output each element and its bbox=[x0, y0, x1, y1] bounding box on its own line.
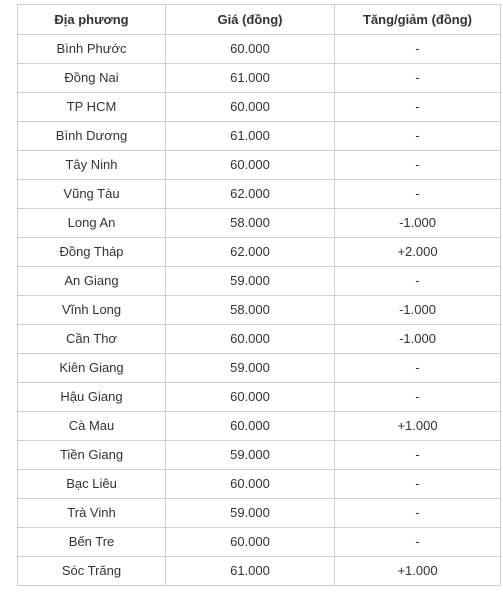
cell-region: Sóc Trăng bbox=[18, 557, 166, 586]
cell-change: - bbox=[335, 441, 501, 470]
cell-price: 60.000 bbox=[166, 412, 335, 441]
cell-change: - bbox=[335, 528, 501, 557]
table-row bbox=[18, 267, 501, 296]
cell-region: Cà Mau bbox=[18, 412, 166, 441]
cell-price: 59.000 bbox=[166, 267, 335, 296]
cell-price: 59.000 bbox=[166, 441, 335, 470]
table-row bbox=[18, 238, 501, 267]
table-row bbox=[18, 412, 501, 441]
table-row bbox=[18, 325, 501, 354]
table-row bbox=[18, 122, 501, 151]
cell-region: Vũng Tàu bbox=[18, 180, 166, 209]
table-row bbox=[18, 209, 501, 238]
table-row bbox=[18, 354, 501, 383]
cell-price: 60.000 bbox=[166, 528, 335, 557]
table-row bbox=[18, 383, 501, 412]
cell-region: Bình Phước bbox=[18, 35, 166, 64]
cell-change: - bbox=[335, 35, 501, 64]
cell-region: Tây Ninh bbox=[18, 151, 166, 180]
cell-price: 60.000 bbox=[166, 325, 335, 354]
cell-region: Bình Dương bbox=[18, 122, 166, 151]
cell-price: 60.000 bbox=[166, 151, 335, 180]
cell-change: -1.000 bbox=[335, 296, 501, 325]
cell-region: Kiên Giang bbox=[18, 354, 166, 383]
cell-price: 62.000 bbox=[166, 180, 335, 209]
cell-region: Cần Thơ bbox=[18, 325, 166, 354]
cell-price: 59.000 bbox=[166, 354, 335, 383]
table-row bbox=[18, 296, 501, 325]
cell-change: +1.000 bbox=[335, 412, 501, 441]
cell-region: Đồng Nai bbox=[18, 64, 166, 93]
table-row bbox=[18, 499, 501, 528]
table-row bbox=[18, 441, 501, 470]
cell-region: Đồng Tháp bbox=[18, 238, 166, 267]
cell-change: - bbox=[335, 122, 501, 151]
cell-region: TP HCM bbox=[18, 93, 166, 122]
cell-change: - bbox=[335, 64, 501, 93]
cell-change: -1.000 bbox=[335, 209, 501, 238]
cell-price: 61.000 bbox=[166, 122, 335, 151]
cell-price: 60.000 bbox=[166, 470, 335, 499]
cell-price: 61.000 bbox=[166, 64, 335, 93]
cell-change: - bbox=[335, 151, 501, 180]
cell-region: Tiền Giang bbox=[18, 441, 166, 470]
cell-region: An Giang bbox=[18, 267, 166, 296]
cell-price: 60.000 bbox=[166, 35, 335, 64]
table-row bbox=[18, 470, 501, 499]
cell-change: -1.000 bbox=[335, 325, 501, 354]
table-header-row bbox=[18, 5, 501, 35]
cell-change: - bbox=[335, 180, 501, 209]
cell-price: 58.000 bbox=[166, 209, 335, 238]
cell-change: - bbox=[335, 93, 501, 122]
header-change: Tăng/giảm (đồng) bbox=[335, 5, 501, 35]
cell-change: +1.000 bbox=[335, 557, 501, 586]
cell-region: Trà Vinh bbox=[18, 499, 166, 528]
table-row bbox=[18, 35, 501, 64]
cell-region: Bạc Liêu bbox=[18, 470, 166, 499]
cell-region: Vĩnh Long bbox=[18, 296, 166, 325]
cell-price: 61.000 bbox=[166, 557, 335, 586]
cell-region: Long An bbox=[18, 209, 166, 238]
table-row bbox=[18, 64, 501, 93]
cell-price: 59.000 bbox=[166, 499, 335, 528]
cell-region: Bến Tre bbox=[18, 528, 166, 557]
header-price: Giá (đồng) bbox=[166, 5, 335, 35]
price-table-container bbox=[17, 4, 501, 586]
table-row bbox=[18, 93, 501, 122]
cell-change: - bbox=[335, 499, 501, 528]
cell-change: - bbox=[335, 354, 501, 383]
cell-change: - bbox=[335, 267, 501, 296]
cell-change: +2.000 bbox=[335, 238, 501, 267]
price-table bbox=[17, 4, 501, 586]
table-row bbox=[18, 151, 501, 180]
cell-price: 60.000 bbox=[166, 383, 335, 412]
table-row bbox=[18, 180, 501, 209]
table-row bbox=[18, 528, 501, 557]
table-row bbox=[18, 557, 501, 586]
cell-price: 58.000 bbox=[166, 296, 335, 325]
header-region: Địa phương bbox=[18, 5, 166, 35]
cell-change: - bbox=[335, 470, 501, 499]
cell-price: 60.000 bbox=[166, 93, 335, 122]
cell-price: 62.000 bbox=[166, 238, 335, 267]
cell-change: - bbox=[335, 383, 501, 412]
cell-region: Hậu Giang bbox=[18, 383, 166, 412]
